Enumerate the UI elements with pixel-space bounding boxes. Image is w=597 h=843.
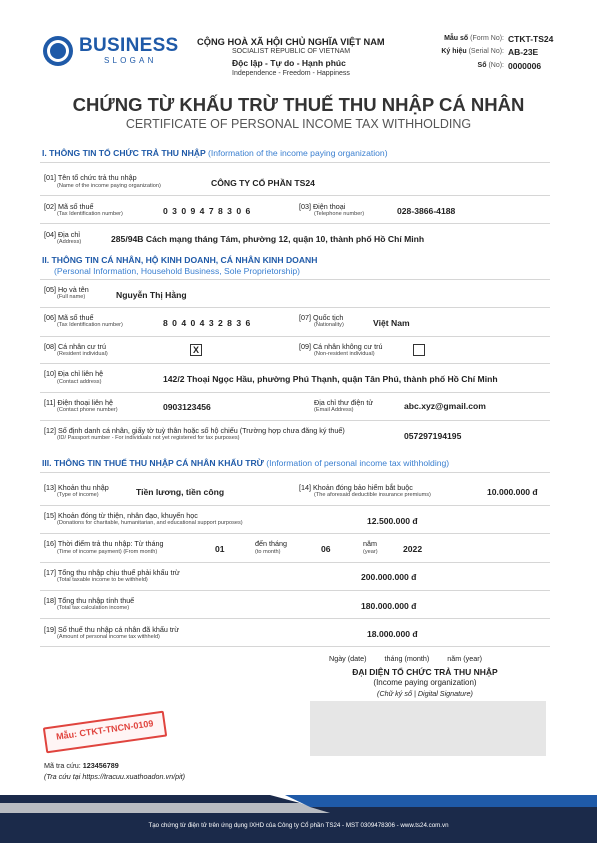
logo-circle-icon bbox=[42, 35, 74, 67]
field-16-sub: (Time of income payment) (From month) bbox=[57, 549, 158, 555]
field-13-value: Tiền lương, tiền công bbox=[136, 487, 225, 497]
field-10-label: [10] Địa chỉ liên hệ bbox=[44, 369, 104, 378]
field-15-value: 12.500.000 đ bbox=[367, 516, 418, 526]
field-05-label: [05] Họ và tên bbox=[44, 285, 89, 294]
divider bbox=[40, 223, 550, 224]
field-01-value: CÔNG TY CỔ PHẦN TS24 bbox=[211, 178, 315, 188]
field-04-sub: (Address) bbox=[57, 239, 82, 245]
field-18-label: [18] Tổng thu nhập tính thuế bbox=[44, 596, 135, 605]
non-resident-checkbox[interactable] bbox=[413, 344, 425, 356]
field-12-sub: (ID/ Passport number - For individuals not yet registered for tax purposes) bbox=[57, 435, 240, 441]
signature-note: (Chữ ký số | Digital Signature) bbox=[377, 689, 473, 698]
field-17-label: [17] Tổng thu nhập chịu thuế phải khấu trừ bbox=[44, 568, 180, 577]
field-02-value: 0 3 0 9 4 7 8 3 0 6 bbox=[163, 206, 252, 216]
divider bbox=[40, 562, 550, 563]
divider bbox=[40, 195, 550, 196]
field-02-label: [02] Mã số thuế bbox=[44, 202, 94, 211]
field-14-value: 10.000.000 đ bbox=[487, 487, 538, 497]
field-08-label: [08] Cá nhân cư trú bbox=[44, 342, 106, 351]
divider bbox=[40, 162, 550, 163]
field-16-from: 01 bbox=[215, 544, 225, 554]
signature-title-en: (Income paying organization) bbox=[373, 678, 477, 687]
field-01-sub: (Name of the income paying organization) bbox=[57, 183, 161, 189]
section-2-title: II. THÔNG TIN CÁ NHÂN, HỘ KINH DOANH, CÁ NHÂN KINH DOANH bbox=[42, 255, 318, 265]
no-label-en: (No): bbox=[488, 62, 504, 69]
field-03-value: 028-3866-4188 bbox=[397, 206, 456, 216]
divider bbox=[40, 533, 550, 534]
field-19-sub: (Amount of personal income tax withheld) bbox=[57, 634, 160, 640]
field-06-value: 8 0 4 0 4 3 2 8 3 6 bbox=[163, 318, 252, 328]
field-13-label: [13] Khoản thu nhập bbox=[44, 483, 109, 492]
field-16-to-sub: (to month) bbox=[255, 549, 281, 555]
divider bbox=[40, 420, 550, 421]
field-04-value: 285/94B Cách mạng tháng Tám, phường 12, quận 10, thành phố Hồ Chí Minh bbox=[111, 234, 425, 244]
email-sub: (Email Address) bbox=[314, 407, 354, 413]
field-07-sub: (Nationality) bbox=[314, 322, 344, 328]
footer-bar bbox=[0, 813, 597, 843]
field-09-sub: (Non-resident individual) bbox=[314, 351, 375, 357]
field-18-sub: (Total tax calculation income) bbox=[57, 605, 130, 611]
divider bbox=[40, 646, 550, 647]
divider bbox=[40, 392, 550, 393]
field-10-value: 142/2 Thoại Ngọc Hầu, phường Phú Thạnh, quận Tân Phú, thành phố Hồ Chí Minh bbox=[163, 374, 498, 384]
lookup-line bbox=[44, 761, 119, 770]
field-18-value: 180.000.000 đ bbox=[361, 601, 417, 611]
email-label: Địa chỉ thư điện tử bbox=[314, 398, 374, 407]
field-11-value: 0903123456 bbox=[163, 402, 211, 412]
field-13-sub: (Type of income) bbox=[57, 492, 99, 498]
divider bbox=[40, 590, 550, 591]
field-01-label: [01] Tên tổ chức trả thu nhập bbox=[44, 173, 137, 182]
digital-signature-box[interactable] bbox=[310, 701, 546, 756]
field-16-to: 06 bbox=[321, 544, 331, 554]
serial-value: AB-23E bbox=[508, 47, 539, 57]
brand-slogan: SLOGAN bbox=[104, 56, 157, 65]
signature-date-line: Ngày (date) tháng (month) năm (year) bbox=[329, 654, 482, 663]
divider bbox=[40, 336, 550, 337]
field-07-label: [07] Quốc tịch bbox=[299, 313, 344, 322]
field-02-sub: (Tax Identification number) bbox=[57, 211, 123, 217]
brand-name: BUSINESS bbox=[79, 35, 179, 56]
section-1-title: I. THÔNG TIN TỔ CHỨC TRẢ THU NHẬP (Information of the income paying organization) bbox=[42, 148, 388, 158]
document-title-en: CERTIFICATE OF PERSONAL INCOME TAX WITHHOLDING bbox=[125, 117, 472, 131]
field-10-sub: (Contact address) bbox=[57, 379, 102, 385]
divider bbox=[40, 618, 550, 619]
field-14-label: [14] Khoản đóng bảo hiểm bắt buộc bbox=[299, 483, 413, 492]
sample-stamp-text: Mẫu: CTKT-TNCN-0109 bbox=[55, 718, 154, 742]
field-19-value: 18.000.000 đ bbox=[367, 629, 418, 639]
motto-vn: Độc lập - Tự do - Hạnh phúc bbox=[232, 58, 346, 68]
field-15-sub: (Donations for charitable, humanitarian, and educational support purposes) bbox=[57, 520, 243, 526]
signature-title: ĐẠI DIỆN TỔ CHỨC TRẢ THU NHẬP bbox=[352, 667, 498, 677]
field-11-sub: (Contact phone number) bbox=[57, 407, 118, 413]
lookup-url-note[interactable]: (Tra cứu tại https://tracuu.xuathoadon.vn/pit) bbox=[44, 772, 186, 781]
resident-checkbox[interactable]: X bbox=[190, 344, 202, 356]
divider bbox=[40, 472, 550, 473]
field-15-label: [15] Khoản đóng từ thiện, nhân đạo, khuyến học bbox=[44, 511, 198, 520]
field-06-sub: (Tax Identification number) bbox=[57, 322, 123, 328]
field-16-label: [16] Thời điểm trả thu nhập: Từ tháng bbox=[44, 539, 164, 548]
field-09-label: [09] Cá nhân không cư trú bbox=[299, 342, 383, 351]
field-06-label: [06] Mã số thuế bbox=[44, 313, 94, 322]
field-17-sub: (Total taxable income to be withheld) bbox=[57, 577, 148, 583]
field-14-sub: (The aforesaid deductible insurance premiums) bbox=[314, 492, 431, 498]
field-08-sub: (Resident individual) bbox=[57, 351, 108, 357]
field-07-value: Việt Nam bbox=[373, 318, 410, 328]
field-12-label: [12] Số định danh cá nhân, giấy tờ tuỳ thân hoặc số hộ chiếu (Trường hợp chưa đăng ký thuế) bbox=[44, 426, 345, 435]
section-2-title-en: (Personal Information, Household Business, Sole Proprietorship) bbox=[54, 266, 301, 276]
document-title: CHỨNG TỪ KHẤU TRỪ THUẾ THU NHẬP CÁ NHÂN bbox=[72, 94, 525, 115]
field-12-value: 057297194195 bbox=[404, 431, 462, 441]
field-05-sub: (Full name) bbox=[57, 294, 86, 300]
divider bbox=[40, 279, 550, 280]
field-05-value: Nguyễn Thị Hằng bbox=[116, 290, 187, 300]
form-no-label-en: (Form No): bbox=[470, 35, 504, 42]
field-16-to-label: đến tháng bbox=[255, 539, 287, 548]
divider bbox=[40, 307, 550, 308]
field-16-year-sub: (year) bbox=[363, 549, 378, 555]
lookup-code: 123456789 bbox=[82, 761, 119, 770]
field-03-sub: (Telephone number) bbox=[314, 211, 365, 217]
section-3-title: III. THÔNG TIN THUẾ THU NHẬP CÁ NHÂN KHẤU TRỪ (Information of personal income tax withholding) bbox=[42, 458, 450, 468]
email-value: abc.xyz@gmail.com bbox=[404, 401, 486, 411]
form-no-value: CTKT-TS24 bbox=[508, 34, 554, 44]
republic-name-en: SOCIALIST REPUBLIC OF VIETNAM bbox=[232, 48, 351, 55]
motto-en: Independence - Freedom - Happiness bbox=[232, 70, 350, 77]
no-value: 0000006 bbox=[508, 61, 542, 71]
divider bbox=[40, 363, 550, 364]
field-17-value: 200.000.000 đ bbox=[361, 572, 417, 582]
no-label: Số bbox=[477, 62, 487, 69]
field-19-label: [19] Số thuế thu nhập cá nhân đã khấu trừ bbox=[44, 625, 180, 634]
field-11-label: [11] Điện thoại liên hệ bbox=[44, 398, 113, 407]
serial-label-en: (Serial No): bbox=[468, 48, 504, 55]
republic-name-vn: CỘNG HOÀ XÃ HỘI CHỦ NGHĨA VIỆT NAM bbox=[197, 37, 385, 47]
brand-logo bbox=[42, 35, 187, 69]
footer-text: Tạo chứng từ điện tử trên ứng dụng IXHD của Công ty Cổ phần TS24 - MST 0309478306 - www.ts24.com.vn bbox=[148, 822, 449, 829]
form-no-label: Mẫu số bbox=[444, 35, 469, 42]
field-03-label: [03] Điện thoại bbox=[299, 202, 346, 211]
serial-label: Ký hiệu bbox=[441, 48, 467, 55]
divider bbox=[40, 505, 550, 506]
sample-stamp bbox=[43, 711, 167, 754]
lookup-label: Mã tra cứu: bbox=[44, 761, 81, 770]
field-16-year-label: năm bbox=[363, 539, 377, 548]
field-04-label: [04] Địa chỉ bbox=[44, 230, 80, 239]
field-16-year: 2022 bbox=[403, 544, 423, 554]
